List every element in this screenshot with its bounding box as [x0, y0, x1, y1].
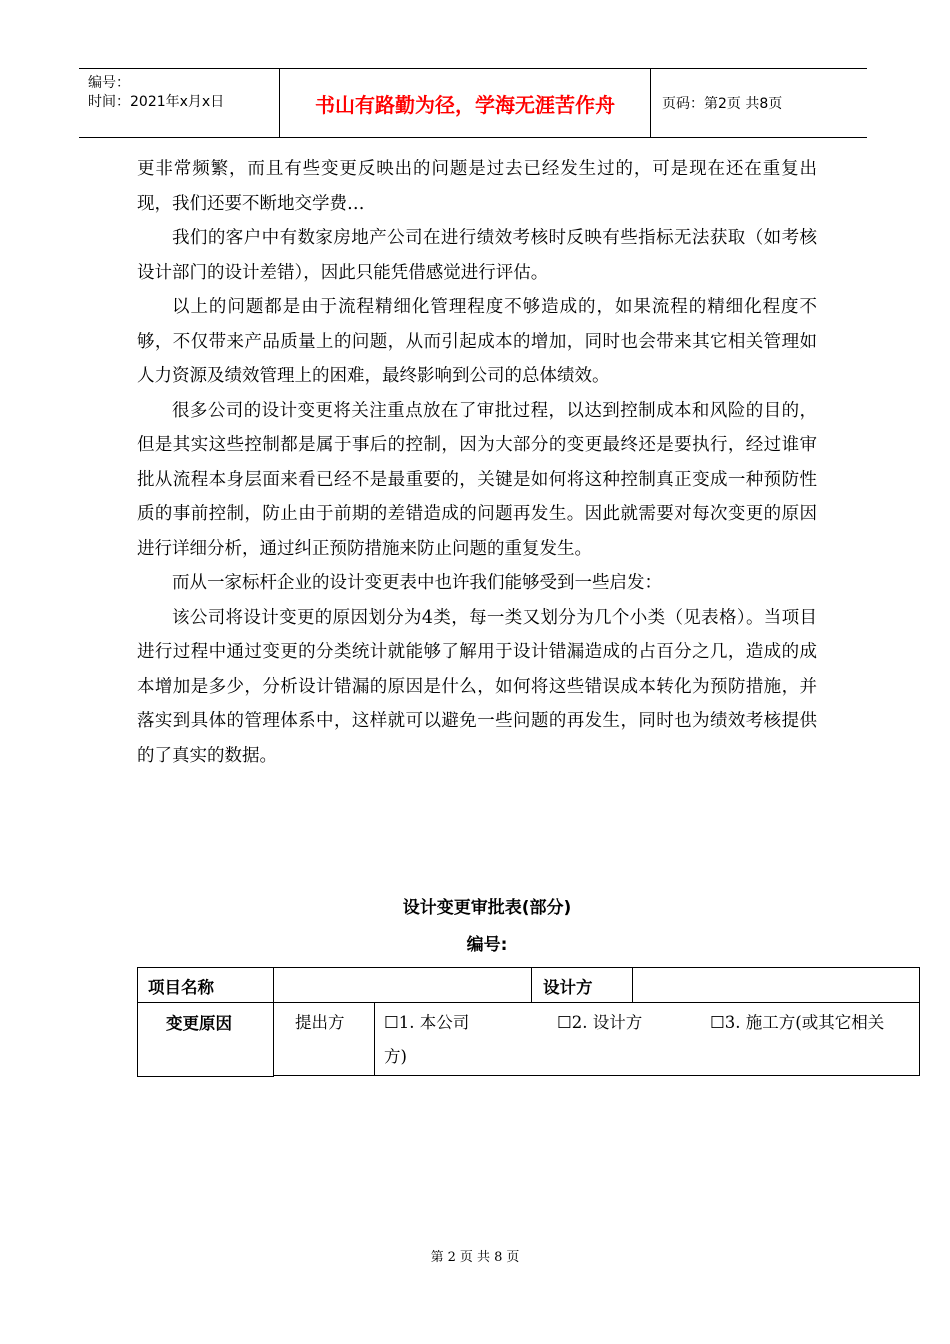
paragraph: 该公司将设计变更的原因划分为4类，每一类又划分为几个小类（见表格）。当项目进行过程中通过变更的分类统计就能够了解用于设计错漏造成的占百分之几，造成的成本增加是多少，分析设计错漏的原因是什么，如何将这些错误成本转化为预防措施，并落实到具体的管理体系中，这样就可以避免一些问题的再发生，同时也为绩效考核提供的了真实的数据。	[137, 607, 817, 766]
proposer-options	[374, 1002, 920, 1076]
table-number-label: 编号:	[466, 935, 508, 955]
change-reason-label: 变更原因	[137, 1002, 274, 1077]
header-number-label: 编号：	[88, 75, 130, 91]
page-footer	[0, 1246, 950, 1265]
footer-page-number: 2	[447, 1250, 456, 1265]
footer-middle: 页 共	[459, 1250, 491, 1265]
table-title: 设计变更审批表(部分)	[402, 898, 572, 918]
project-name-label: 项目名称	[137, 967, 274, 1003]
paragraph: 很多公司的设计变更将关注重点放在了审批过程，以达到控制成本和风险的目的，但是其实这些控制都是属于事后的控制，因为大部分的变更最终还是要执行，经过谁审批从流程本身层面来看已经不是最重要的，关键是如何将这种控制真正变成一种预防性质的事前控制，防止由于前期的差错造成的问题再发生。因此就需要对每次变更的原因进行详细分析，通过纠正预防措施来防止问题的重复发生。	[137, 400, 817, 559]
page-header	[79, 68, 867, 138]
header-motto: 书山有路勤为径，学海无涯苦作舟	[280, 69, 651, 137]
paragraph: 我们的客户中有数家房地产公司在进行绩效考核时反映有些指标无法获取（如考核设计部门的设计差错），因此只能凭借感觉进行评估。	[137, 228, 817, 283]
option-contractor[interactable]: ☐3. 施工方(或其它相关	[710, 1013, 885, 1032]
header-meta-cell	[79, 69, 280, 137]
footer-suffix: 页	[506, 1250, 520, 1265]
footer-total-pages: 8	[494, 1250, 503, 1265]
designer-value[interactable]	[632, 967, 920, 1003]
document-body	[137, 152, 817, 773]
header-date-label: 时间：2021年x月x日	[88, 94, 225, 110]
project-name-value[interactable]	[273, 967, 532, 1003]
paragraph: 以上的问题都是由于流程精细化管理程度不够造成的，如果流程的精细化程度不够，不仅带来产品质量上的问题，从而引起成本的增加，同时也会带来其它相关管理如人力资源及绩效管理上的困难，最终影响到公司的总体绩效。	[137, 297, 817, 386]
designer-label: 设计方	[531, 967, 633, 1003]
proposer-label: 提出方	[273, 1002, 375, 1076]
paragraph: 而从一家标杆企业的设计变更表中也许我们能够受到一些启发：	[172, 573, 662, 593]
paragraph: 更非常频繁，而且有些变更反映出的问题是过去已经发生过的，可是现在还在重复出现，我们还要不断地交学费…	[137, 159, 817, 214]
option-designer[interactable]: ☐2. 设计方	[557, 1013, 643, 1032]
option-contractor-cont: 方)	[384, 1047, 407, 1066]
option-own-company[interactable]: ☐1. 本公司	[384, 1013, 470, 1032]
header-page-label: 页码：第2页 共8页	[662, 96, 783, 112]
footer-prefix: 第	[430, 1250, 444, 1265]
